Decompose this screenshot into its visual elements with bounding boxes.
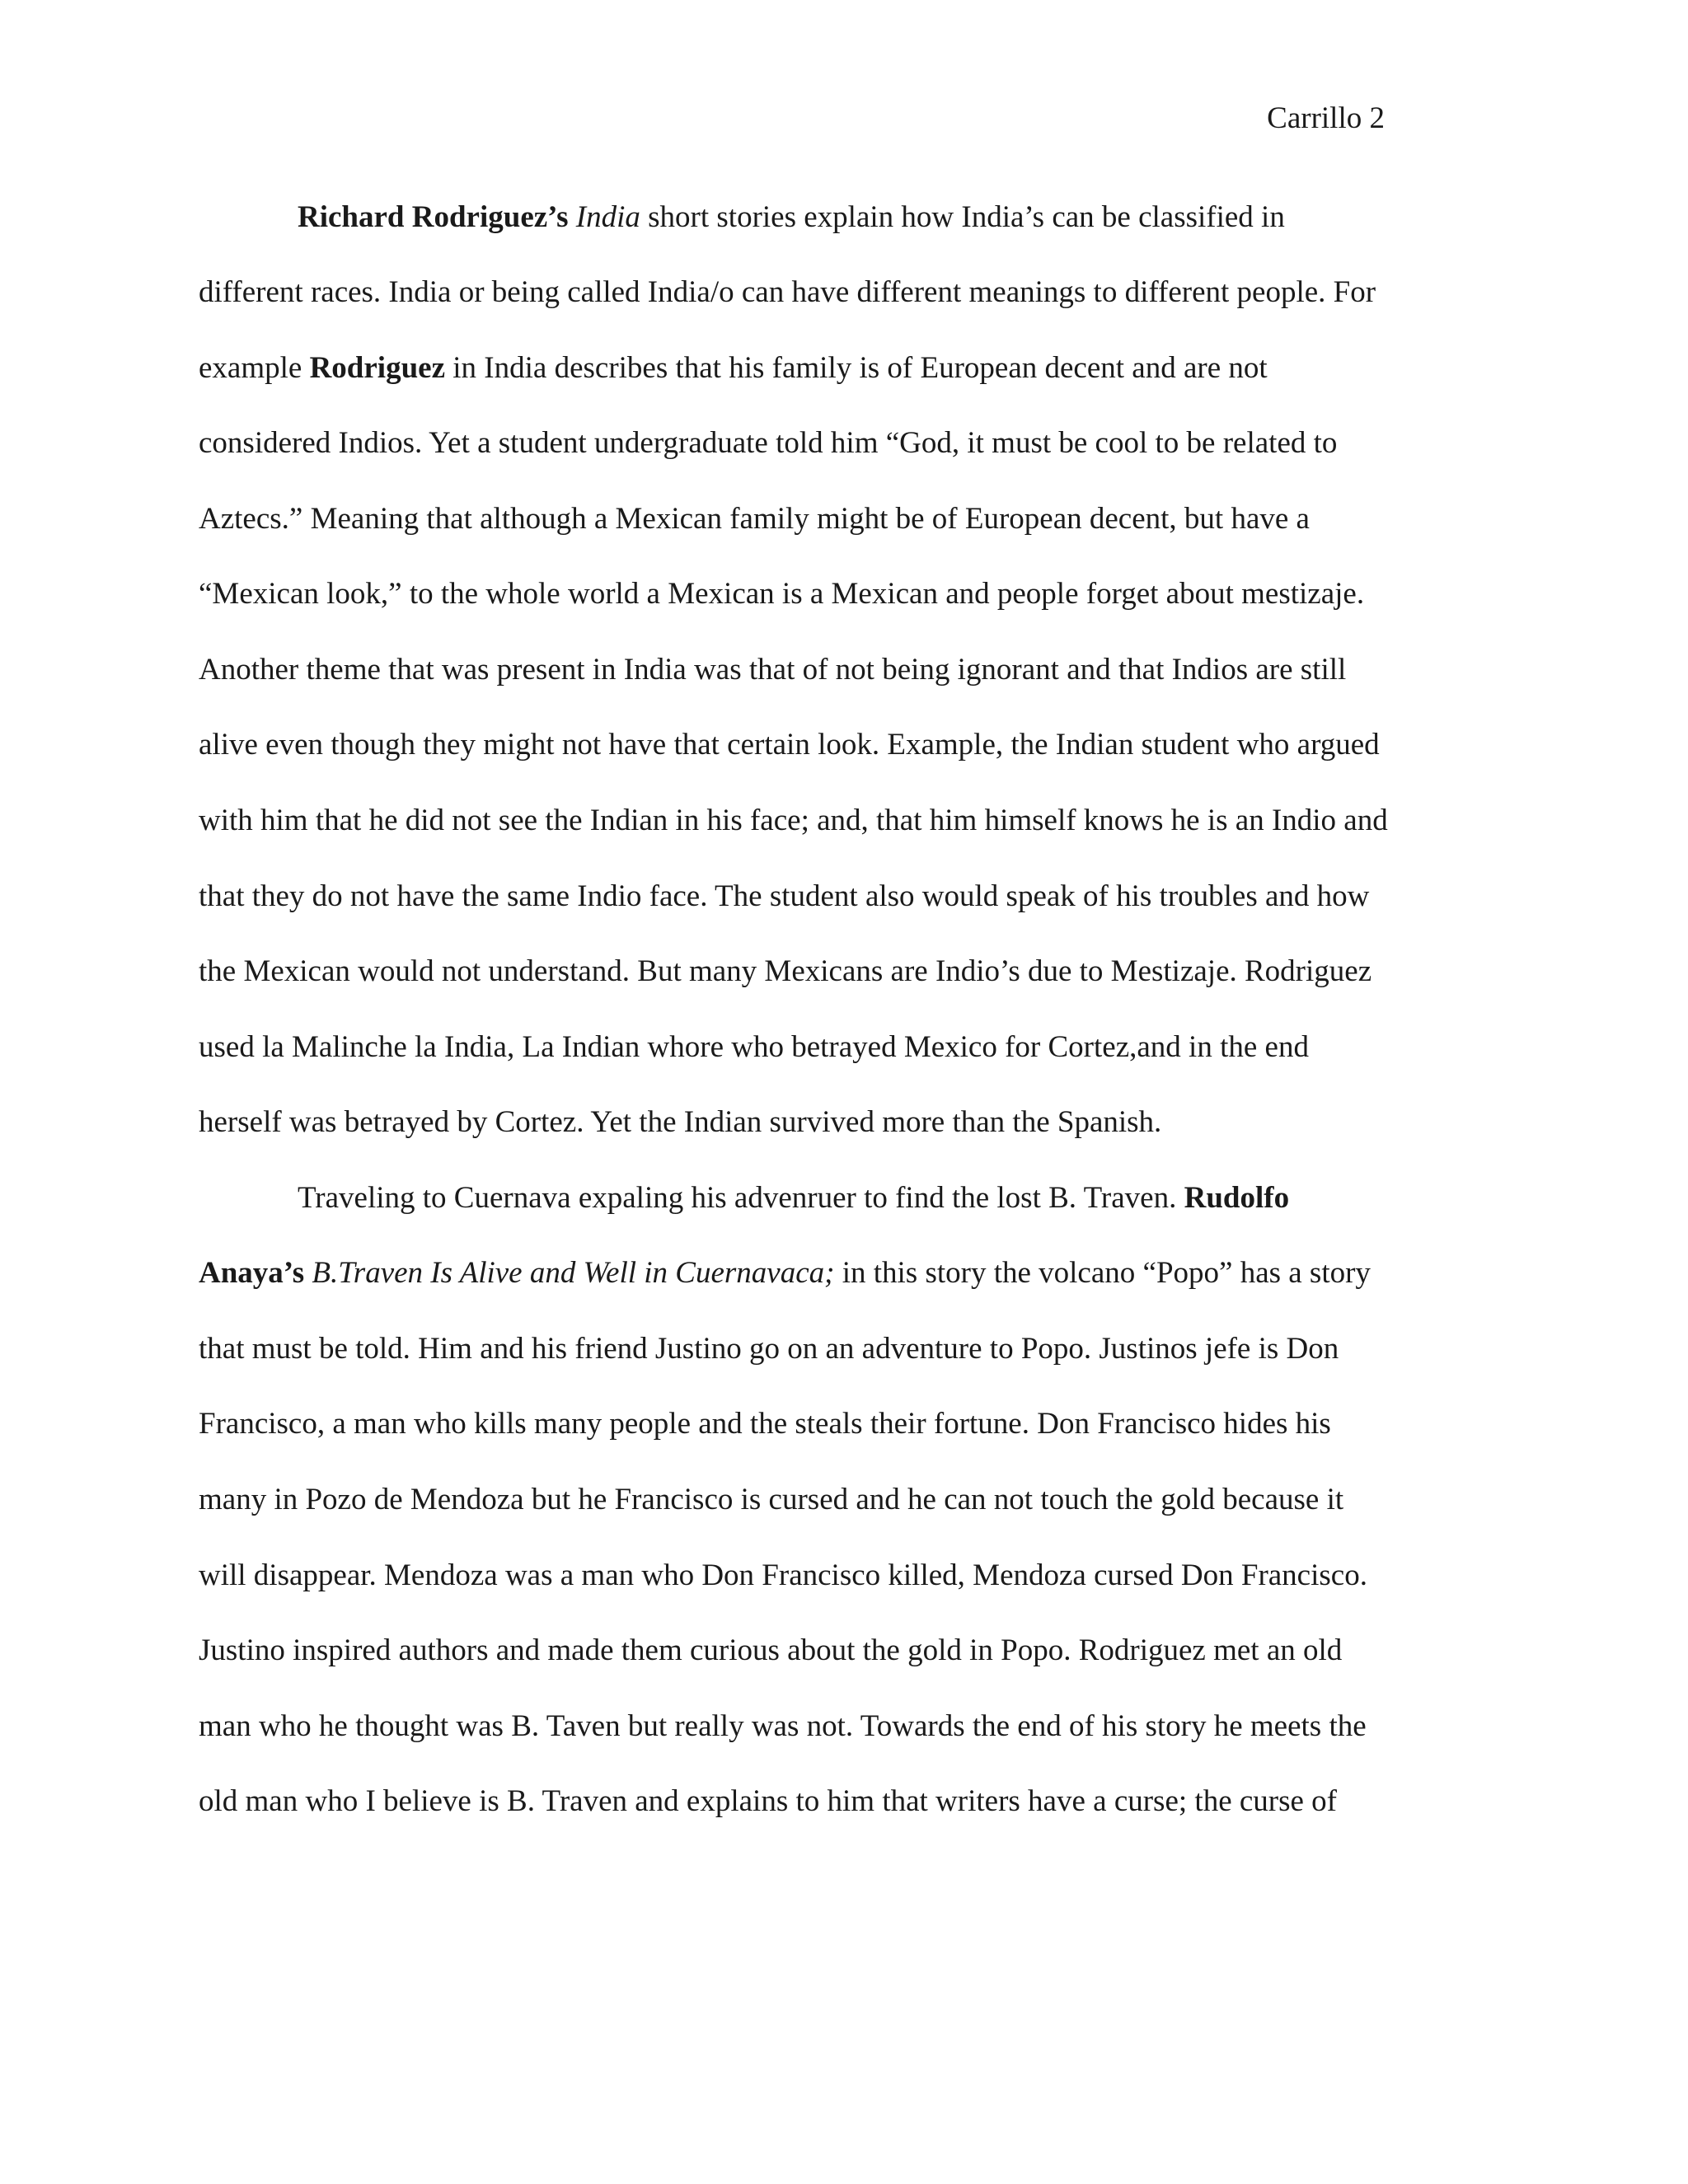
paragraph-1-line-6: “Mexican look,” to the whole world a Mexican is a Mexican and people forget about mestizaje. — [199, 577, 1365, 611]
author-name: Richard Rodriguez’s — [298, 200, 569, 234]
paragraph-2-line-1 — [298, 1177, 1289, 1220]
body-text: example — [199, 351, 302, 385]
body-text: short stories explain how India’s can be classified in — [648, 200, 1285, 234]
work-title: India — [575, 200, 640, 234]
body-text: Traveling to Cuernava expaling his advenruer to find the lost B. Traven. — [298, 1181, 1177, 1215]
paragraph-1-line-13: herself was betrayed by Cortez. Yet the Indian survived more than the Spanish. — [199, 1105, 1162, 1139]
paragraph-1-line-5: Aztecs.” Meaning that although a Mexican family might be of European decent, but have a — [199, 502, 1310, 536]
paragraph-2-line-5: many in Pozo de Mendoza but he Francisco is cursed and he can not touch the gold because it — [199, 1483, 1344, 1516]
paragraph-1-line-7: Another theme that was present in India was that of not being ignorant and that Indios are still — [199, 653, 1347, 687]
paragraph-1-line-1 — [298, 196, 1285, 239]
author-name: Rudolfo — [1184, 1181, 1290, 1215]
paragraph-2-line-7: Justino inspired authors and made them curious about the gold in Popo. Rodriguez met an old — [199, 1633, 1343, 1667]
author-name: Rodriguez — [309, 351, 446, 385]
work-title: B.Traven Is Alive and Well in Cuernavaca; — [312, 1256, 835, 1290]
paragraph-1-line-2: different races. India or being called India/o can have different meanings to different people. For — [199, 275, 1376, 309]
paragraph-2-line-2 — [199, 1252, 1371, 1295]
body-text: in this story the volcano “Popo” has a story — [842, 1256, 1371, 1290]
paragraph-1-line-9: with him that he did not see the Indian in his face; and, that him himself knows he is an Indio and — [199, 804, 1388, 837]
paragraph-2-line-6: will disappear. Mendoza was a man who Don Francisco killed, Mendoza cursed Don Francisco. — [199, 1558, 1367, 1592]
paragraph-1-line-4: considered Indios. Yet a student undergraduate told him “God, it must be cool to be related to — [199, 426, 1338, 460]
paragraph-1-line-12: used la Malinche la India, La Indian whore who betrayed Mexico for Cortez,and in the end — [199, 1030, 1309, 1064]
paragraph-1-line-3 — [199, 347, 1268, 390]
paragraph-2-line-3: that must be told. Him and his friend Justino go on an adventure to Popo. Justinos jefe is Don — [199, 1332, 1339, 1366]
paragraph-2-line-8: man who he thought was B. Taven but really was not. Towards the end of his story he meets the — [199, 1709, 1367, 1743]
paragraph-1-line-8: alive even though they might not have that certain look. Example, the Indian student who argued — [199, 728, 1380, 762]
author-name: Anaya’s — [199, 1256, 305, 1290]
body-text: in India describes that his family is of European decent and are not — [452, 351, 1268, 385]
page-header: Carrillo 2 — [1267, 101, 1385, 135]
paragraph-1-line-11: the Mexican would not understand. But many Mexicans are Indio’s due to Mestizaje. Rodriguez — [199, 954, 1372, 988]
paragraph-2-line-9: old man who I believe is B. Traven and explains to him that writers have a curse; the curse of — [199, 1784, 1337, 1818]
paragraph-1-line-10: that they do not have the same Indio face. The student also would speak of his troubles and how — [199, 879, 1370, 913]
paragraph-2-line-4: Francisco, a man who kills many people and the steals their fortune. Don Francisco hides his — [199, 1407, 1331, 1441]
